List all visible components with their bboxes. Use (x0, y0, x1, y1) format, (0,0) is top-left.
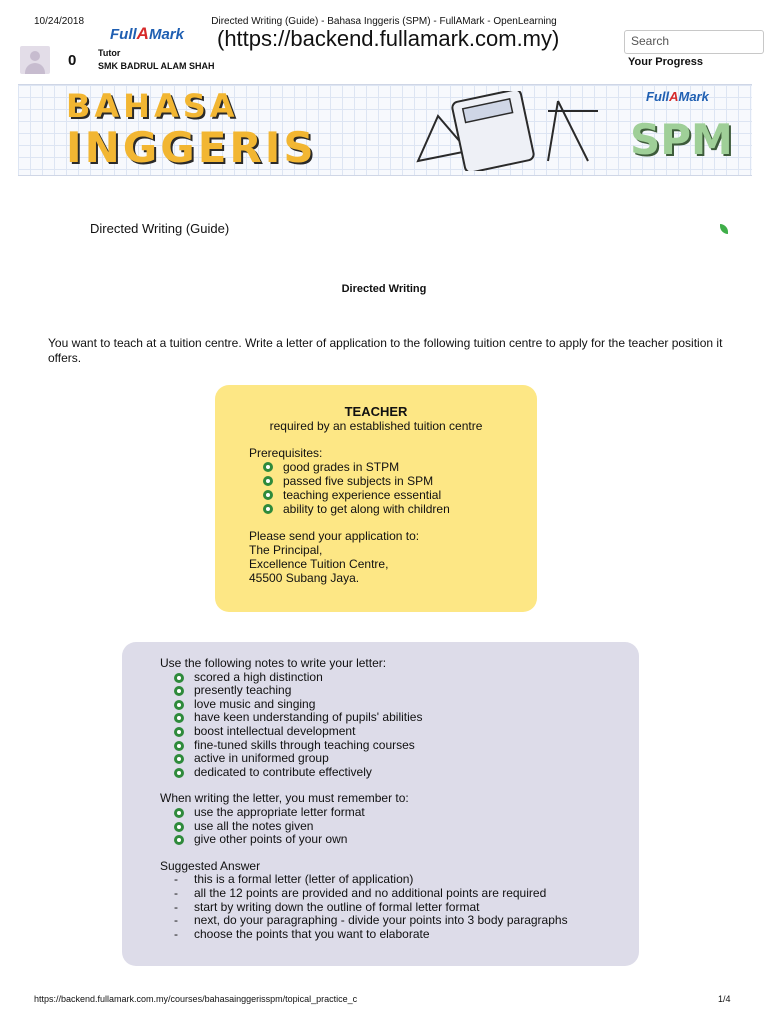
list-item: presently teaching (174, 684, 639, 698)
suggested-answer-label: Suggested Answer (160, 858, 261, 873)
bullet-icon (174, 822, 184, 832)
address-line: Excellence Tuition Centre, (249, 557, 389, 571)
print-date: 10/24/2018 (34, 16, 85, 27)
list-item: use the appropriate letter format (174, 806, 639, 820)
bullet-icon (174, 808, 184, 818)
address-line: 45500 Subang Jaya. (249, 571, 360, 585)
prerequisites-list (249, 460, 537, 516)
list-item: passed five subjects in SPM (263, 474, 537, 488)
site-url[interactable]: (https://backend.fullamark.com.my) (217, 26, 560, 51)
bullet-icon (174, 686, 184, 696)
leaf-icon (720, 224, 728, 234)
list-item: active in uniformed group (174, 752, 639, 766)
bullet-icon (174, 713, 184, 723)
print-footer-url: https://backend.fullamark.com.my/courses/bahasainggerisspm/topical_practice_c (34, 994, 358, 1004)
list-item: boost intellectual development (174, 725, 639, 739)
list-item: good grades in STPM (263, 460, 537, 474)
bullet-icon (174, 835, 184, 845)
bullet-icon (263, 504, 273, 514)
notes-box (122, 642, 639, 966)
list-item: teaching experience essential (263, 488, 537, 502)
points-count: 0 (68, 52, 77, 69)
banner-title-line1: BAHASA (66, 87, 239, 125)
bullet-icon (174, 768, 184, 778)
print-page-title: Directed Writing (Guide) - Bahasa Inggeris (SPM) - FullAMark - OpenLearning (211, 16, 557, 27)
suggested-answer-list (160, 873, 639, 941)
intro-paragraph: You want to teach at a tuition centre. Write a letter of application to the following tuition centre to apply for the teacher position it offers. (48, 336, 723, 365)
advert-subtitle: required by an established tuition centre (269, 419, 483, 433)
prerequisites-label: Prerequisites: (249, 446, 323, 460)
bullet-icon (174, 673, 184, 683)
list-item: fine-tuned skills through teaching courses (174, 739, 639, 753)
job-advert-box (215, 385, 537, 612)
bullet-icon (174, 700, 184, 710)
list-item: dedicated to contribute effectively (174, 766, 639, 780)
avatar[interactable] (20, 46, 50, 74)
banner-spm: SPM (630, 115, 733, 164)
banner-title-line2: INGGERIS (66, 123, 317, 172)
banner-brand-logo: FullAMark (646, 89, 709, 104)
bullet-icon (174, 741, 184, 751)
section-heading: Directed Writing (341, 283, 427, 295)
address-line: The Principal, (249, 543, 323, 557)
search-input[interactable]: Search (624, 30, 764, 54)
remember-label: When writing the letter, you must remember to: (160, 791, 409, 806)
list-item: give other points of your own (174, 833, 639, 847)
send-label: Please send your application to: (249, 529, 420, 543)
bullet-icon (263, 462, 273, 472)
remember-list (160, 806, 639, 847)
list-item: - all the 12 points are provided and no additional points are required (174, 885, 547, 900)
page-title: Directed Writing (Guide) (90, 221, 230, 236)
bullet-icon (263, 476, 273, 486)
your-progress-link[interactable]: Your Progress (628, 56, 703, 68)
list-item: - start by writing down the outline of formal letter format (174, 899, 480, 914)
calculator-drawing-icon (398, 91, 618, 171)
list-item: have keen understanding of pupils' abilities (174, 711, 639, 725)
school-name: SMK BADRUL ALAM SHAH (98, 61, 215, 71)
tutor-label: Tutor (98, 48, 121, 58)
course-banner (18, 84, 752, 176)
list-item: - next, do your paragraphing - divide your points into 3 body paragraphs (174, 913, 568, 928)
bullet-icon (263, 490, 273, 500)
bullet-icon (174, 754, 184, 764)
list-item: - this is a formal letter (letter of application) (174, 872, 414, 887)
notes-label: Use the following notes to write your letter: (160, 656, 387, 670)
list-item: love music and singing (174, 698, 639, 712)
notes-list (160, 671, 639, 780)
advert-title: TEACHER (344, 404, 408, 419)
list-item: scored a high distinction (174, 671, 639, 685)
list-item: use all the notes given (174, 820, 639, 834)
list-item: ability to get along with children (263, 502, 537, 516)
list-item: - choose the points that you want to elaborate (174, 926, 430, 941)
fullamark-logo[interactable]: FullAMark (110, 24, 184, 43)
bullet-icon (174, 727, 184, 737)
print-page-number: 1/4 (718, 994, 731, 1004)
